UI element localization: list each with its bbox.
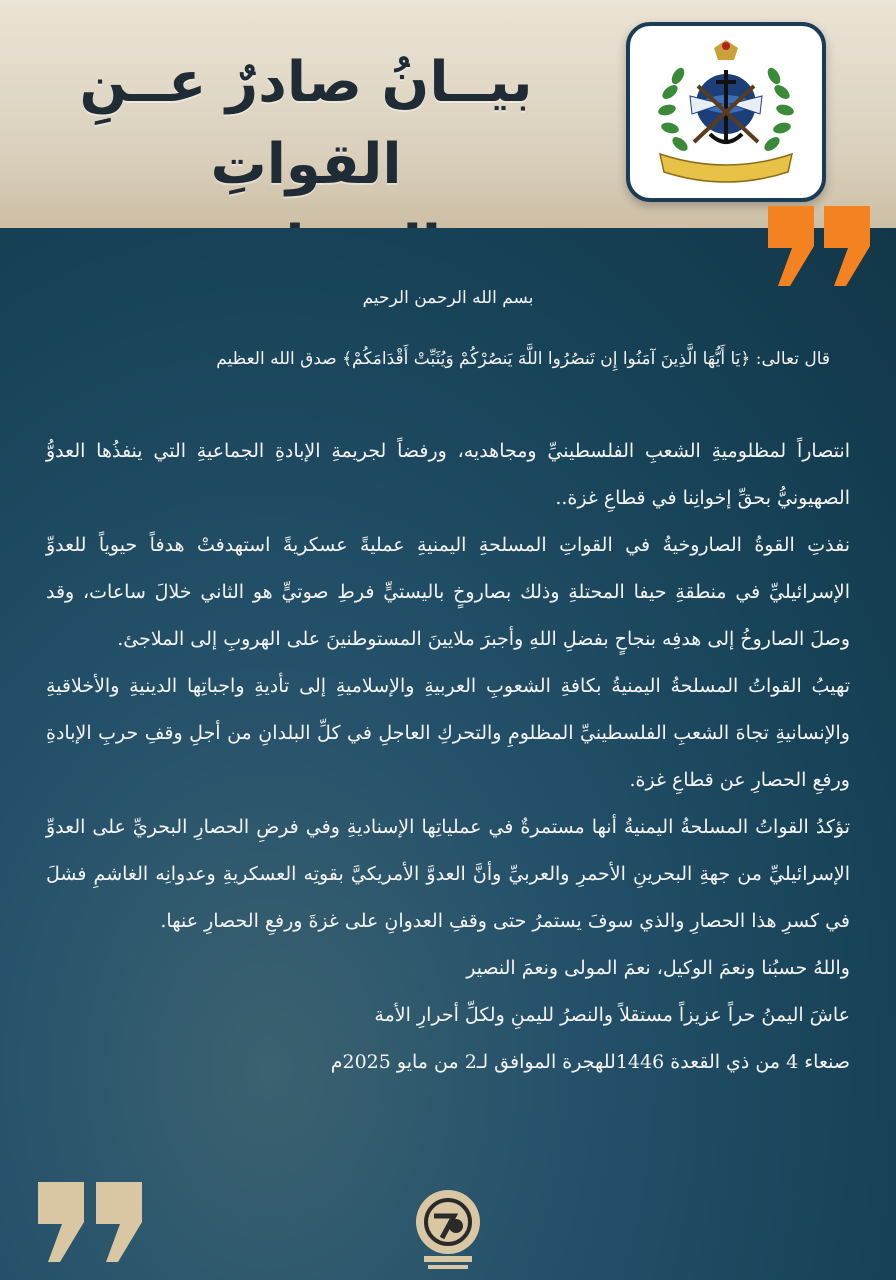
armed-forces-logo <box>626 22 826 202</box>
quran-verse: قال تعالى: ﴿يَا أَيُّهَا الَّذِينَ آمَنُوا إِن تَنصُرُوا اللَّهَ يَنصُرْكُمْ وَيُثَبِّتْ أَقْدَامَكُمْ﴾ صدق الله العظيم <box>216 349 830 369</box>
statement-date: صنعاء 4 من ذي القعدة 1446للهجرة الموافق لـ2 من مايو 2025م <box>330 1051 850 1073</box>
quote-mark-beige-icon <box>34 1182 146 1262</box>
paragraph-3: تهيبُ القواتُ المسلحةُ اليمنيةُ بكافةِ الشعوبِ العربيةِ والإسلاميةِ إلى تأديةِ واجباتِها الدينيةِ والأخلاقيةِ والإنسانيةِ تجاهَ الشعبِ الفلسطينيِّ المظلومِ والتحركِ العاجلِ في كلِّ البلدانِ من أجلِ وقفِ حربِ الإبادةِ ورفعِ الحصارِ عن قطاعِ غزة. <box>46 675 850 791</box>
quote-mark-orange-icon <box>764 206 874 286</box>
paragraph-2: نفذتِ القوةُ الصاروخيةُ في القواتِ المسلحةِ اليمنيةِ عمليةً عسكريةً استهدفتْ هدفاً حيوياً للعدوِّ الإسرائيليِّ في منطقةِ حيفا المحتلةِ وذلك بصاروخٍ باليستيٍّ فرطِ صوتيٍّ هو الثاني خلالَ ساعات، وقد وصلَ الصاروخُ إلى هدفِه بنجاحٍ بفضلِ اللهِ وأجبرَ ملايينَ المستوطنينَ على الهروبِ إلى الملاجئ. <box>46 534 850 650</box>
title-line-1: بيــانُ صادرٌ عــنِ القواتِ <box>79 50 533 197</box>
closing-slogan: عاشَ اليمنُ حراً عزيزاً مستقلاً والنصرُ لليمنِ ولكلِّ أحرارِ الأمة <box>374 1004 850 1026</box>
statement-text <box>46 278 850 1086</box>
closing-prayer: واللهُ حسبُنا ونعمَ الوكيل، نعمَ المولى ونعمَ النصير <box>466 957 850 979</box>
paragraph-1: انتصاراً لمظلوميةِ الشعبِ الفلسطينيِّ ومجاهديه، ورفضاً لجريمةِ الإبادةِ الجماعيةِ التي ينفذُها العدوُّ الصهيونيُّ بحقِّ إخوانِنا في قطاعِ غزة.. <box>46 440 850 509</box>
foundation-logo <box>398 1186 498 1274</box>
armed-forces-emblem-icon <box>630 26 822 198</box>
basmala: بسم الله الرحمن الرحيم <box>362 288 534 308</box>
paragraph-4: تؤكدُ القواتُ المسلحةُ اليمنيةُ أنها مستمرةٌ في عملياتِها الإسناديةِ وفي فرضِ الحصارِ البحريِّ على العدوِّ الإسرائيليِّ من جهةِ البحرينِ الأحمرِ والعربيِّ وأنَّ العدوَّ الأمريكيَّ بقوتِه العسكريةِ وعدوانِه الغاشمِ فشلَ في كسرِ هذا الحصارِ والذي سوفَ يستمرُ حتى وقفِ العدوانِ على غزةَ ورفعِ الحصارِ عنها. <box>46 816 850 932</box>
